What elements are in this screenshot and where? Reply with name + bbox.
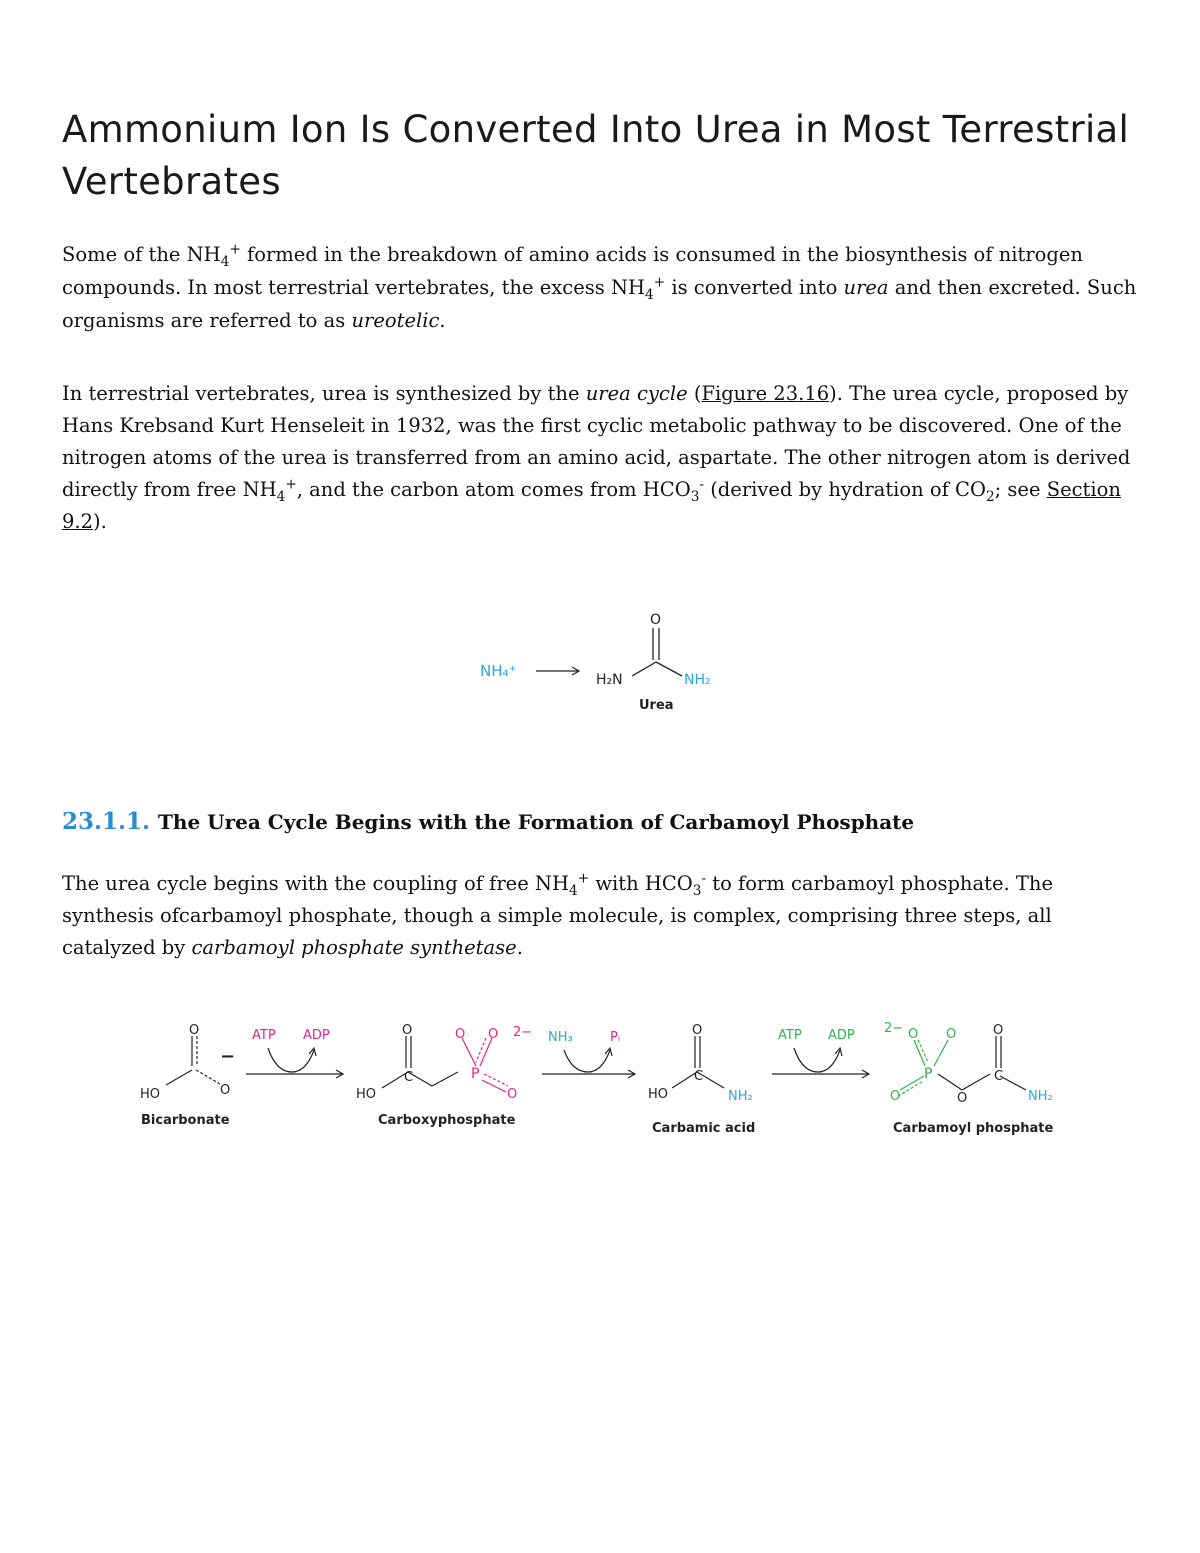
carbamic-acid-structure (648, 1023, 755, 1136)
p1-sub-2: 4 (645, 286, 654, 303)
urea-h2n: H₂N (596, 672, 623, 688)
p2-text-3: ). The urea cycle, proposed by Hans Krebsand Kurt Henseleit in 1932, was the first cyclic metabolic pathway to be discovered. One of the nitrogen atoms of the urea is transferred from an amino acid, aspartate. The other nitrogen atom is derived directly from free NH (62, 382, 1131, 501)
paragraph-carbamoyl (62, 868, 1142, 964)
ammonium-label: NH₄⁺ (480, 662, 517, 680)
carbamoyl-charge: 2− (884, 1021, 904, 1036)
bicarbonate-ho: HO (140, 1087, 161, 1102)
p3-sub-1: 4 (569, 882, 578, 899)
carbamoyl-nh2: NH₂ (1028, 1089, 1053, 1104)
carboxyphosphate-label: Carboxyphosphate (378, 1113, 516, 1128)
p1-text-4: and then excreted. Such organisms are referred to as (62, 276, 1137, 332)
p1-emphasis-ureotelic: ureotelic (351, 309, 440, 332)
p3-emphasis-enzyme: carbamoyl phosphate synthetase (191, 936, 517, 959)
carbamic-nh2: NH₂ (728, 1089, 753, 1104)
step1-arrow (246, 1028, 343, 1078)
p2-sup-2: - (699, 476, 704, 493)
p3-text-4: . (516, 936, 523, 959)
carboxy-ho: HO (356, 1087, 377, 1102)
p2-text-7: ). (93, 510, 107, 533)
nh3-label: NH₃ (548, 1030, 573, 1045)
figure-link[interactable]: Figure 23.16 (701, 382, 830, 405)
section-title: The Urea Cycle Begins with the Formation of Carbamoyl Phosphate (158, 810, 915, 834)
carboxy-p: P (471, 1066, 480, 1082)
carbamoyl-p-o3: O (890, 1089, 901, 1104)
urea-oxygen: O (650, 612, 662, 628)
carbamoyl-phosphate-figure (0, 1010, 1200, 1150)
carboxy-c: C (404, 1070, 414, 1085)
p1-text-5: . (439, 309, 446, 332)
carboxy-o-top: O (402, 1023, 413, 1038)
p2-text-1: In terrestrial vertebrates, urea is synthesized by the (62, 382, 586, 405)
pi-label: Pᵢ (610, 1030, 621, 1045)
p2-sub-1: 4 (276, 488, 286, 505)
carbamoyl-c: C (994, 1069, 1004, 1084)
section-link[interactable]: Section 9.2 (62, 478, 1121, 533)
atp-label-2: ATP (778, 1028, 802, 1043)
carbamoyl-p: P (924, 1066, 933, 1082)
step2-arrow (542, 1030, 635, 1078)
section-heading (62, 806, 914, 838)
bicarbonate-o-top: O (189, 1023, 200, 1038)
carbamoyl-o-top: O (993, 1023, 1004, 1038)
p1-text-3: is converted into (665, 276, 844, 299)
carbamoyl-bridge-o: O (957, 1091, 968, 1106)
step3-arrow (772, 1028, 869, 1078)
p2-emphasis-urea-cycle: urea cycle (585, 382, 688, 405)
p2-sup-1: + (285, 476, 297, 493)
carbamic-acid-label: Carbamic acid (652, 1121, 756, 1136)
carboxy-p-o2: O (488, 1027, 499, 1042)
p1-emphasis-urea: urea (843, 276, 889, 299)
p2-text-4: , and the carbon atom comes from HCO (296, 478, 691, 501)
carbamic-o-top: O (692, 1023, 703, 1038)
adp-label-2: ADP (828, 1028, 855, 1043)
bicarbonate-o-right: O (220, 1083, 231, 1098)
p3-text-2: with HCO (589, 872, 693, 895)
bicarbonate-charge: − (220, 1046, 236, 1067)
carbamoyl-p-o2: O (946, 1027, 957, 1042)
p3-text-1: The urea cycle begins with the coupling of free NH (62, 872, 569, 895)
carbamoyl-p-o1: O (908, 1027, 919, 1042)
bicarbonate-structure (140, 1023, 235, 1128)
p1-text-2: formed in the breakdown of amino acids is consumed in the biosynthesis of nitrogen compounds. In most terrestrial vertebrates, the excess NH (62, 243, 1083, 299)
p2-sub-3: 2 (985, 488, 995, 505)
p2-text-2: ( (687, 382, 702, 405)
paragraph-intro (62, 238, 1142, 337)
urea-bonds (632, 628, 682, 676)
carboxy-charge: 2− (513, 1025, 533, 1040)
p3-sup-2: - (701, 870, 707, 887)
carbamoyl-phosphate-label: Carbamoyl phosphate (893, 1121, 1054, 1136)
carboxyphosphate-structure (356, 1023, 532, 1128)
p2-sub-2: 3 (690, 488, 700, 505)
p1-text-1: Some of the NH (62, 243, 221, 266)
p2-text-6: ; see (994, 478, 1047, 501)
carboxy-p-o1: O (455, 1027, 466, 1042)
p3-sup-1: + (577, 870, 590, 887)
p1-sup-1: + (229, 241, 241, 258)
p1-sup-2: + (653, 274, 666, 291)
bicarbonate-label: Bicarbonate (141, 1113, 230, 1128)
carbamic-c: C (694, 1069, 704, 1084)
carbamoyl-phosphate-structure (884, 1021, 1054, 1136)
urea-caption: Urea (639, 698, 674, 713)
urea-nh2: NH₂ (684, 672, 711, 688)
paragraph-urea-cycle (62, 378, 1142, 538)
p2-text-5: (derived by hydration of CO (704, 478, 986, 501)
adp-label-1: ADP (303, 1028, 330, 1043)
atp-label-1: ATP (252, 1028, 276, 1043)
carbamic-ho: HO (648, 1087, 669, 1102)
urea-formation-figure (0, 600, 1200, 730)
reaction-arrow (536, 667, 579, 675)
carboxy-p-o3: O (507, 1087, 518, 1102)
section-number: 23.1.1. (62, 808, 151, 835)
p3-sub-2: 3 (692, 882, 702, 899)
page-title: Ammonium Ion Is Converted Into Urea in Most Terrestrial Vertebrates (62, 108, 1130, 203)
p3-text-3: to form carbamoyl phosphate. The synthesis ofcarbamoyl phosphate, though a simple molecule, is complex, comprising three steps, all catalyzed by (62, 872, 1053, 959)
p1-sub-1: 4 (220, 253, 230, 270)
